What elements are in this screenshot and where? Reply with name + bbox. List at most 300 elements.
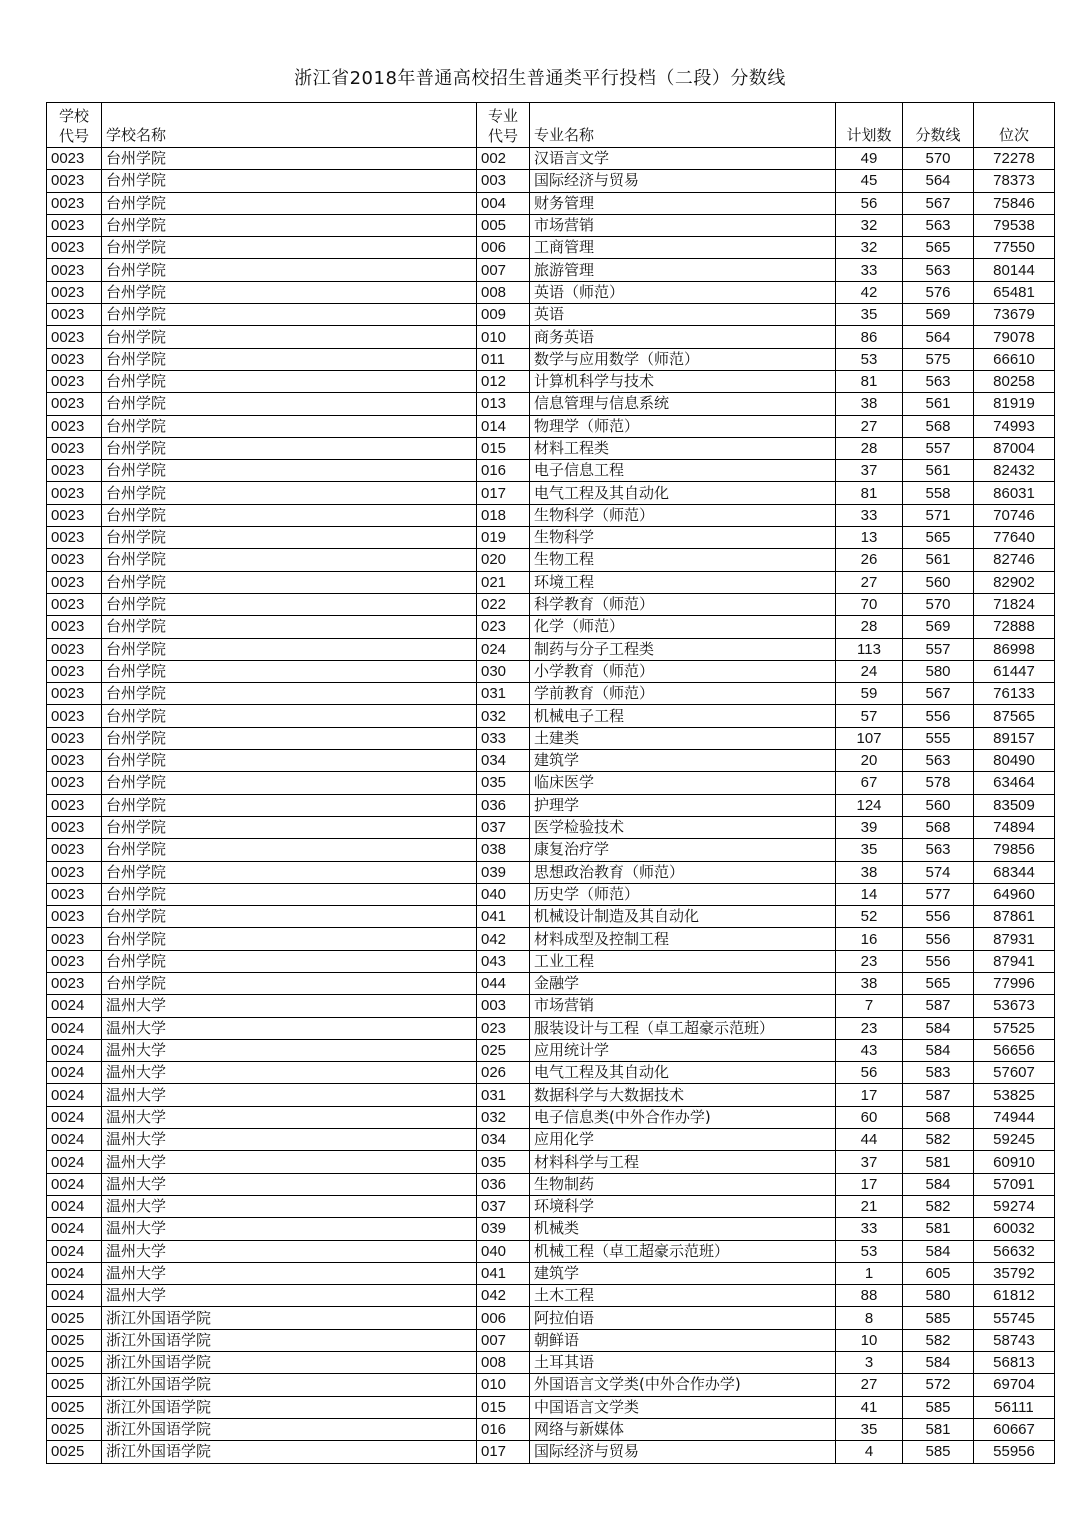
cell-score: 565 [903, 972, 974, 994]
cell-major-name: 物理学（师范） [530, 415, 836, 437]
cell-major-name: 电子信息工程 [530, 460, 836, 482]
cell-major-code: 005 [477, 214, 530, 236]
cell-school-name: 台州学院 [102, 750, 477, 772]
table-row [47, 972, 1055, 994]
cell-school-name: 台州学院 [102, 170, 477, 192]
cell-school-name: 台州学院 [102, 148, 477, 170]
cell-score: 582 [903, 1195, 974, 1217]
cell-major-code: 017 [477, 482, 530, 504]
cell-plan: 35 [836, 1418, 903, 1440]
cell-school-code: 0024 [47, 1285, 102, 1307]
cell-plan: 56 [836, 192, 903, 214]
cell-school-name: 温州大学 [102, 1262, 477, 1284]
cell-school-code: 0024 [47, 1129, 102, 1151]
cell-major-code: 020 [477, 549, 530, 571]
table-row [47, 415, 1055, 437]
cell-major-code: 004 [477, 192, 530, 214]
cell-school-code: 0023 [47, 660, 102, 682]
cell-major-name: 土耳其语 [530, 1352, 836, 1374]
cell-school-code: 0024 [47, 1262, 102, 1284]
cell-score: 567 [903, 683, 974, 705]
table-row [47, 571, 1055, 593]
cell-major-code: 015 [477, 437, 530, 459]
table-row [47, 148, 1055, 170]
cell-major-name: 国际经济与贸易 [530, 170, 836, 192]
cell-major-code: 015 [477, 1396, 530, 1418]
cell-major-name: 机械电子工程 [530, 705, 836, 727]
table-row [47, 482, 1055, 504]
table-row [47, 1441, 1055, 1463]
table-row [47, 393, 1055, 415]
table-row [47, 1285, 1055, 1307]
cell-score: 565 [903, 237, 974, 259]
cell-school-code: 0023 [47, 393, 102, 415]
cell-score: 576 [903, 281, 974, 303]
table-row [47, 1374, 1055, 1396]
cell-score: 582 [903, 1129, 974, 1151]
header-school-name: 学校名称 [102, 103, 477, 148]
cell-plan: 33 [836, 504, 903, 526]
cell-plan: 23 [836, 1017, 903, 1039]
cell-plan: 43 [836, 1039, 903, 1061]
cell-plan: 38 [836, 393, 903, 415]
cell-rank: 63464 [974, 772, 1055, 794]
cell-major-name: 阿拉伯语 [530, 1307, 836, 1329]
cell-major-name: 生物科学 [530, 527, 836, 549]
cell-major-code: 002 [477, 148, 530, 170]
cell-school-name: 台州学院 [102, 214, 477, 236]
cell-major-code: 035 [477, 1151, 530, 1173]
cell-school-name: 浙江外国语学院 [102, 1352, 477, 1374]
cell-major-code: 018 [477, 504, 530, 526]
cell-plan: 53 [836, 1240, 903, 1262]
cell-school-code: 0023 [47, 839, 102, 861]
cell-major-name: 环境科学 [530, 1195, 836, 1217]
cell-school-code: 0024 [47, 1151, 102, 1173]
cell-plan: 56 [836, 1062, 903, 1084]
cell-major-code: 040 [477, 1240, 530, 1262]
cell-score: 568 [903, 1106, 974, 1128]
cell-major-name: 历史学（师范） [530, 883, 836, 905]
cell-major-code: 019 [477, 527, 530, 549]
cell-plan: 7 [836, 995, 903, 1017]
table-row [47, 839, 1055, 861]
table-row [47, 638, 1055, 660]
cell-school-code: 0023 [47, 259, 102, 281]
cell-school-name: 浙江外国语学院 [102, 1396, 477, 1418]
cell-school-name: 温州大学 [102, 1195, 477, 1217]
cell-score: 556 [903, 928, 974, 950]
cell-school-code: 0023 [47, 571, 102, 593]
cell-school-name: 温州大学 [102, 1062, 477, 1084]
cell-rank: 70746 [974, 504, 1055, 526]
table-row [47, 794, 1055, 816]
cell-major-code: 013 [477, 393, 530, 415]
cell-score: 581 [903, 1151, 974, 1173]
cell-major-name: 化学（师范） [530, 616, 836, 638]
cell-school-code: 0023 [47, 549, 102, 571]
cell-score: 564 [903, 170, 974, 192]
cell-rank: 71824 [974, 593, 1055, 615]
cell-major-code: 042 [477, 1285, 530, 1307]
cell-major-name: 环境工程 [530, 571, 836, 593]
cell-major-code: 008 [477, 281, 530, 303]
cell-major-name: 建筑学 [530, 750, 836, 772]
cell-school-code: 0023 [47, 616, 102, 638]
cell-rank: 86998 [974, 638, 1055, 660]
cell-major-code: 009 [477, 304, 530, 326]
table-row [47, 1106, 1055, 1128]
table-row [47, 1195, 1055, 1217]
cell-rank: 61812 [974, 1285, 1055, 1307]
cell-school-code: 0023 [47, 638, 102, 660]
cell-plan: 39 [836, 816, 903, 838]
cell-score: 605 [903, 1262, 974, 1284]
cell-school-name: 台州学院 [102, 593, 477, 615]
cell-plan: 37 [836, 1151, 903, 1173]
cell-score: 563 [903, 370, 974, 392]
cell-major-code: 021 [477, 571, 530, 593]
cell-plan: 41 [836, 1396, 903, 1418]
cell-school-name: 台州学院 [102, 281, 477, 303]
cell-major-name: 市场营销 [530, 995, 836, 1017]
cell-score: 571 [903, 504, 974, 526]
cell-major-code: 007 [477, 259, 530, 281]
cell-school-name: 台州学院 [102, 527, 477, 549]
cell-score: 555 [903, 727, 974, 749]
cell-rank: 81919 [974, 393, 1055, 415]
cell-major-name: 市场营销 [530, 214, 836, 236]
cell-school-name: 台州学院 [102, 237, 477, 259]
cell-school-name: 台州学院 [102, 660, 477, 682]
cell-major-code: 033 [477, 727, 530, 749]
cell-school-name: 台州学院 [102, 883, 477, 905]
table-row [47, 1262, 1055, 1284]
cell-rank: 72888 [974, 616, 1055, 638]
table-row [47, 1329, 1055, 1351]
cell-school-code: 0023 [47, 170, 102, 192]
cell-major-code: 016 [477, 1418, 530, 1440]
cell-school-name: 台州学院 [102, 972, 477, 994]
cell-school-code: 0024 [47, 1062, 102, 1084]
cell-school-code: 0024 [47, 1017, 102, 1039]
cell-school-name: 温州大学 [102, 1106, 477, 1128]
cell-major-name: 材料成型及控制工程 [530, 928, 836, 950]
cell-school-name: 浙江外国语学院 [102, 1374, 477, 1396]
table-row [47, 705, 1055, 727]
cell-score: 568 [903, 415, 974, 437]
cell-plan: 60 [836, 1106, 903, 1128]
cell-school-code: 0023 [47, 370, 102, 392]
cell-school-code: 0023 [47, 727, 102, 749]
cell-school-name: 台州学院 [102, 192, 477, 214]
cell-school-code: 0024 [47, 1195, 102, 1217]
cell-school-name: 温州大学 [102, 1285, 477, 1307]
cell-school-code: 0023 [47, 593, 102, 615]
cell-major-name: 数据科学与大数据技术 [530, 1084, 836, 1106]
table-row [47, 281, 1055, 303]
cell-plan: 32 [836, 214, 903, 236]
cell-major-name: 应用化学 [530, 1129, 836, 1151]
cell-school-code: 0023 [47, 304, 102, 326]
cell-school-name: 台州学院 [102, 259, 477, 281]
table-row [47, 1062, 1055, 1084]
cell-school-code: 0023 [47, 326, 102, 348]
cell-rank: 74993 [974, 415, 1055, 437]
cell-school-name: 台州学院 [102, 326, 477, 348]
table-row [47, 660, 1055, 682]
cell-rank: 80258 [974, 370, 1055, 392]
cell-major-name: 材料科学与工程 [530, 1151, 836, 1173]
cell-plan: 20 [836, 750, 903, 772]
cell-rank: 56632 [974, 1240, 1055, 1262]
cell-major-name: 中国语言文学类 [530, 1396, 836, 1418]
cell-school-name: 温州大学 [102, 995, 477, 1017]
cell-school-code: 0023 [47, 750, 102, 772]
cell-score: 572 [903, 1374, 974, 1396]
cell-plan: 33 [836, 1218, 903, 1240]
header-plan: 计划数 [836, 103, 903, 148]
cell-plan: 1 [836, 1262, 903, 1284]
cell-school-code: 0024 [47, 1173, 102, 1195]
cell-score: 582 [903, 1329, 974, 1351]
table-row [47, 1396, 1055, 1418]
cell-major-code: 016 [477, 460, 530, 482]
cell-school-name: 台州学院 [102, 571, 477, 593]
cell-plan: 81 [836, 482, 903, 504]
cell-rank: 60910 [974, 1151, 1055, 1173]
cell-school-code: 0025 [47, 1307, 102, 1329]
cell-rank: 56111 [974, 1396, 1055, 1418]
header-school-code [47, 103, 102, 148]
cell-major-name: 信息管理与信息系统 [530, 393, 836, 415]
cell-score: 570 [903, 593, 974, 615]
table-row [47, 1218, 1055, 1240]
cell-score: 585 [903, 1307, 974, 1329]
cell-score: 556 [903, 950, 974, 972]
cell-rank: 87941 [974, 950, 1055, 972]
cell-school-name: 台州学院 [102, 504, 477, 526]
table-row [47, 1129, 1055, 1151]
cell-plan: 27 [836, 415, 903, 437]
cell-school-name: 台州学院 [102, 950, 477, 972]
header-major-name: 专业名称 [530, 103, 836, 148]
cell-major-code: 041 [477, 906, 530, 928]
table-row [47, 928, 1055, 950]
table-row [47, 816, 1055, 838]
cell-score: 561 [903, 393, 974, 415]
cell-school-name: 台州学院 [102, 348, 477, 370]
cell-school-code: 0023 [47, 705, 102, 727]
cell-major-name: 工商管理 [530, 237, 836, 259]
cell-major-name: 工业工程 [530, 950, 836, 972]
cell-school-code: 0025 [47, 1441, 102, 1463]
cell-major-code: 031 [477, 1084, 530, 1106]
cell-school-name: 台州学院 [102, 772, 477, 794]
cell-score: 580 [903, 660, 974, 682]
cell-major-code: 023 [477, 1017, 530, 1039]
cell-rank: 82432 [974, 460, 1055, 482]
header-school-code-line2: 代号 [58, 127, 89, 145]
table-row [47, 616, 1055, 638]
cell-rank: 69704 [974, 1374, 1055, 1396]
cell-plan: 53 [836, 348, 903, 370]
cell-major-code: 030 [477, 660, 530, 682]
cell-school-code: 0025 [47, 1374, 102, 1396]
cell-score: 564 [903, 326, 974, 348]
cell-plan: 38 [836, 861, 903, 883]
cell-major-name: 外国语言文学类(中外合作办学) [530, 1374, 836, 1396]
table-row [47, 906, 1055, 928]
cell-school-name: 台州学院 [102, 437, 477, 459]
table-row [47, 1039, 1055, 1061]
cell-school-name: 浙江外国语学院 [102, 1418, 477, 1440]
cell-school-code: 0024 [47, 1084, 102, 1106]
cell-rank: 59245 [974, 1129, 1055, 1151]
table-row [47, 437, 1055, 459]
cell-rank: 77550 [974, 237, 1055, 259]
table-row [47, 1240, 1055, 1262]
table-row [47, 750, 1055, 772]
cell-rank: 87565 [974, 705, 1055, 727]
cell-major-code: 041 [477, 1262, 530, 1284]
cell-major-code: 010 [477, 1374, 530, 1396]
cell-score: 581 [903, 1218, 974, 1240]
cell-school-name: 台州学院 [102, 816, 477, 838]
cell-plan: 4 [836, 1441, 903, 1463]
cell-school-code: 0023 [47, 348, 102, 370]
cell-school-code: 0025 [47, 1352, 102, 1374]
cell-plan: 45 [836, 170, 903, 192]
cell-rank: 83509 [974, 794, 1055, 816]
table-row [47, 727, 1055, 749]
cell-major-code: 007 [477, 1329, 530, 1351]
table-row [47, 170, 1055, 192]
table-row [47, 1084, 1055, 1106]
cell-score: 557 [903, 437, 974, 459]
cell-major-name: 数学与应用数学（师范） [530, 348, 836, 370]
cell-score: 563 [903, 839, 974, 861]
cell-rank: 79538 [974, 214, 1055, 236]
cell-school-code: 0023 [47, 482, 102, 504]
cell-major-code: 034 [477, 750, 530, 772]
cell-score: 556 [903, 906, 974, 928]
cell-score: 563 [903, 214, 974, 236]
table-row [47, 883, 1055, 905]
cell-major-code: 006 [477, 237, 530, 259]
cell-major-code: 022 [477, 593, 530, 615]
cell-major-name: 机械设计制造及其自动化 [530, 906, 836, 928]
cell-school-code: 0023 [47, 906, 102, 928]
cell-score: 587 [903, 1084, 974, 1106]
cell-school-code: 0023 [47, 772, 102, 794]
cell-plan: 49 [836, 148, 903, 170]
cell-school-code: 0024 [47, 1240, 102, 1262]
cell-major-code: 034 [477, 1129, 530, 1151]
cell-score: 569 [903, 616, 974, 638]
cell-rank: 68344 [974, 861, 1055, 883]
cell-school-code: 0024 [47, 1106, 102, 1128]
cell-rank: 73679 [974, 304, 1055, 326]
cell-score: 584 [903, 1173, 974, 1195]
cell-school-name: 台州学院 [102, 638, 477, 660]
table-row [47, 549, 1055, 571]
cell-school-name: 浙江外国语学院 [102, 1441, 477, 1463]
cell-score: 580 [903, 1285, 974, 1307]
cell-major-code: 037 [477, 1195, 530, 1217]
cell-major-code: 014 [477, 415, 530, 437]
cell-major-code: 037 [477, 816, 530, 838]
cell-major-name: 护理学 [530, 794, 836, 816]
cell-school-code: 0025 [47, 1418, 102, 1440]
cell-rank: 79856 [974, 839, 1055, 861]
cell-school-name: 温州大学 [102, 1151, 477, 1173]
table-row [47, 1352, 1055, 1374]
cell-score: 568 [903, 816, 974, 838]
cell-plan: 113 [836, 638, 903, 660]
cell-score: 558 [903, 482, 974, 504]
table-row [47, 304, 1055, 326]
cell-rank: 87861 [974, 906, 1055, 928]
cell-school-code: 0023 [47, 415, 102, 437]
cell-major-name: 土木工程 [530, 1285, 836, 1307]
table-header-row [47, 103, 1055, 148]
table-row [47, 370, 1055, 392]
cell-major-name: 计算机科学与技术 [530, 370, 836, 392]
cell-school-name: 台州学院 [102, 683, 477, 705]
header-major-code [477, 103, 530, 148]
cell-major-code: 010 [477, 326, 530, 348]
cell-rank: 61447 [974, 660, 1055, 682]
cell-school-name: 温州大学 [102, 1084, 477, 1106]
table-row [47, 348, 1055, 370]
cell-plan: 107 [836, 727, 903, 749]
cell-major-name: 生物科学（师范） [530, 504, 836, 526]
cell-plan: 88 [836, 1285, 903, 1307]
table-row [47, 504, 1055, 526]
cell-plan: 21 [836, 1195, 903, 1217]
cell-score: 561 [903, 460, 974, 482]
table-row [47, 214, 1055, 236]
cell-major-name: 应用统计学 [530, 1039, 836, 1061]
cell-rank: 56813 [974, 1352, 1055, 1374]
cell-rank: 87004 [974, 437, 1055, 459]
cell-school-name: 台州学院 [102, 393, 477, 415]
cell-school-name: 温州大学 [102, 1017, 477, 1039]
cell-school-name: 台州学院 [102, 549, 477, 571]
cell-rank: 65481 [974, 281, 1055, 303]
cell-rank: 55745 [974, 1307, 1055, 1329]
cell-score: 569 [903, 304, 974, 326]
cell-school-name: 台州学院 [102, 839, 477, 861]
cell-major-name: 学前教育（师范） [530, 683, 836, 705]
cell-plan: 14 [836, 883, 903, 905]
cell-score: 560 [903, 571, 974, 593]
cell-plan: 26 [836, 549, 903, 571]
cell-plan: 24 [836, 660, 903, 682]
cell-school-code: 0024 [47, 1218, 102, 1240]
cell-plan: 3 [836, 1352, 903, 1374]
cell-score: 577 [903, 883, 974, 905]
cell-score: 565 [903, 527, 974, 549]
cell-plan: 81 [836, 370, 903, 392]
cell-rank: 80490 [974, 750, 1055, 772]
cell-plan: 17 [836, 1173, 903, 1195]
cell-major-name: 医学检验技术 [530, 816, 836, 838]
cell-major-name: 材料工程类 [530, 437, 836, 459]
cell-school-name: 台州学院 [102, 304, 477, 326]
cell-plan: 57 [836, 705, 903, 727]
